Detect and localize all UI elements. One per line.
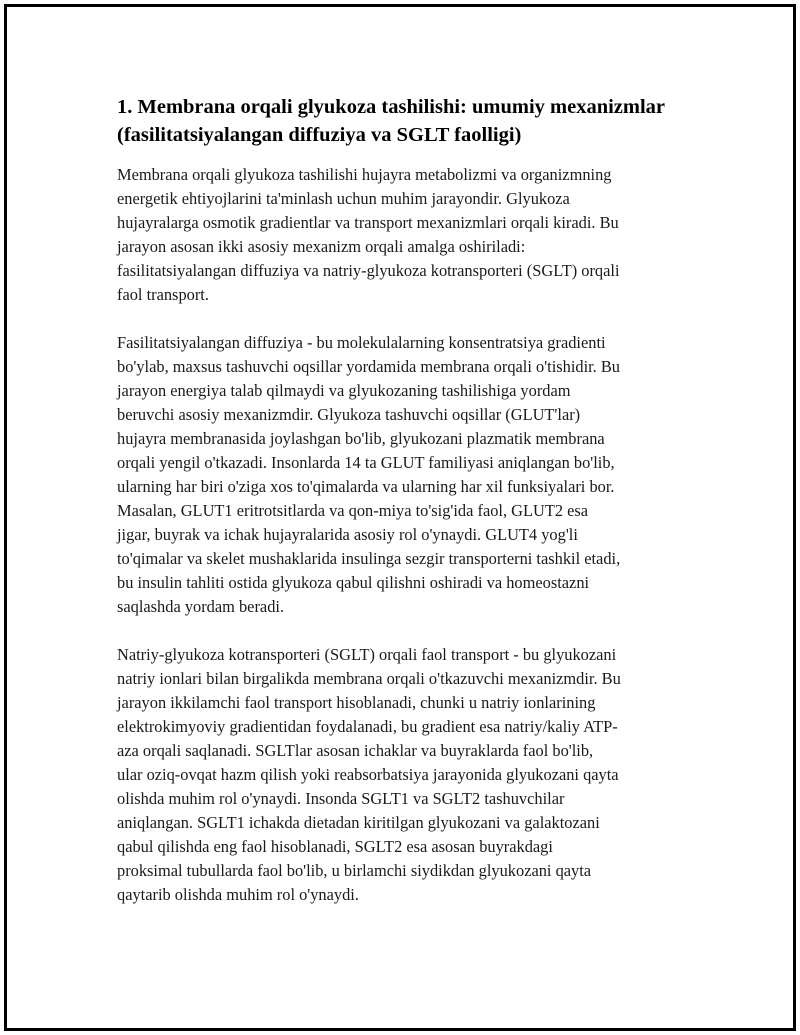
- paragraph-intro: Membrana orqali glyukoza tashilishi hujayra metabolizmi va organizmning energetik ehtiyojlarini ta'minlash uchun muhim jarayondir. Glyukoza hujayralarga osmotik gradientlar va transport mexanizmlari orqali kiradi. Bu jarayon asosan ikki asosiy mexanizm orqali amalga oshiriladi: fasilitatsiyalangan diffuziya va natriy-glyukoza kotransporteri (SGLT) orqali faol transport.: [117, 165, 620, 304]
- document-body: [117, 93, 683, 931]
- paragraph-facilitated-diffusion: Fasilitatsiyalangan diffuziya - bu molekulalarning konsentratsiya gradienti bo'ylab, maxsus tashuvchi oqsillar yordamida membrana orqali o'tishidir. Bu jarayon energiya talab qilmaydi va glyukozaning tashilishiga yordam beruvchi asosiy mexanizmdir. Glyukoza tashuvchi oqsillar (GLUT'lar) hujayra membranasida joylashgan bo'lib, glyukozani plazmatik membrana orqali yengil o'tkazadi. Insonlarda 14 ta GLUT familiyasi aniqlangan bo'lib, ularning har biri o'ziga xos to'qimalarda va ularning har xil funksiyalari bor. Masalan, GLUT1 eritrotsitlarda va qon-miya to'sig'ida faol, GLUT2 esa jigar, buyrak va ichak hujayralarida asosiy rol o'ynaydi. GLUT4 yog'li to'qimalar va skelet mushaklarida insulinga sezgir transporterni tashkil etadi, bu insulin tahliti ostida glyukoza qabul qilishni oshiradi va homeostazni saqlashda yordam beradi.: [117, 333, 621, 616]
- paragraph-sglt-transport: Natriy-glyukoza kotransporteri (SGLT) orqali faol transport - bu glyukozani natriy ionlari bilan birgalikda membrana orqali o'tkazuvchi mexanizmdir. Bu jarayon ikkilamchi faol transport hisoblanadi, chunki u natriy ionlarining elektrokimyoviy gradientidan foydalanadi, bu gradient esa natriy/kaliy ATP- aza orqali saqlanadi. SGLTlar asosan ichaklar va buyraklarda faol bo'lib, ular oziq-ovqat hazm qilish yoki reabsorbatsiya jarayonida glyukozani qayta olishda muhim rol o'ynaydi. Insonda SGLT1 va SGLT2 tashuvchilar aniqlangan. SGLT1 ichakda dietadan kiritilgan glyukozani va galaktozani qabul qilishda eng faol hisoblanadi, SGLT2 esa asosan buyrakdagi proksimal tubullarda faol bo'lib, u birlamchi siydikdan glyukozani qayta qaytarib olishda muhim rol o'ynaydi.: [117, 645, 621, 904]
- section-heading: 1. Membrana orqali glyukoza tashilishi: umumiy mexanizmlar (fasilitatsiyalangan diffuziya va SGLT faolligi): [117, 96, 666, 146]
